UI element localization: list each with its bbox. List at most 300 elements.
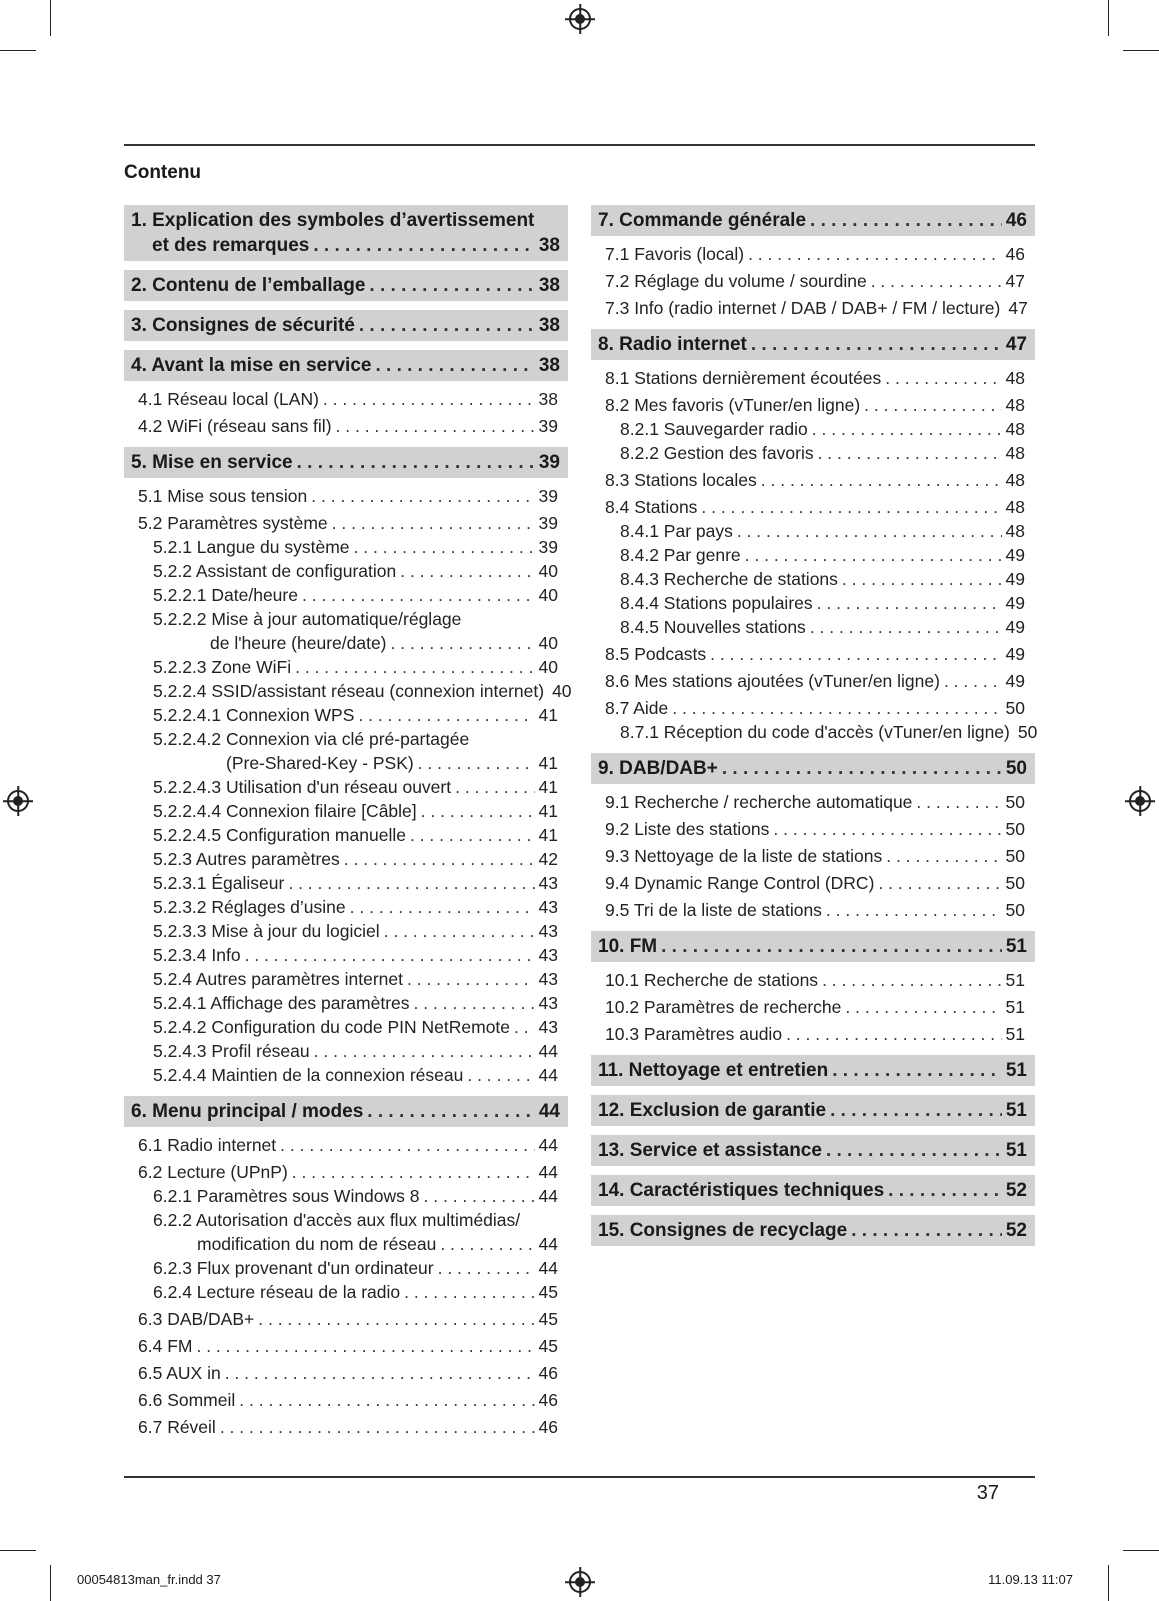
toc-page-number: 45 <box>538 1309 558 1329</box>
toc-entry-row[interactable] <box>153 1280 558 1304</box>
toc-entry-title: 8.2.2 Gestion des favoris <box>620 443 814 463</box>
toc-entry-title: 5.2.2.4.4 Connexion filaire [Câble] <box>153 801 417 821</box>
toc-entry-title: 5.2.2.3 Zone WiFi <box>153 657 292 677</box>
toc-entry[interactable] <box>138 679 572 703</box>
toc-entry[interactable] <box>138 1280 558 1304</box>
toc-entry-row[interactable] <box>138 1133 558 1157</box>
toc-entry-title: 5.2.4.3 Profil réseau <box>153 1041 310 1061</box>
toc-page-number: 51 <box>1005 1140 1027 1161</box>
toc-section-row[interactable] <box>131 1099 560 1124</box>
leader-dots <box>751 332 1002 357</box>
toc-page-number: 38 <box>538 389 558 409</box>
leader-dots <box>455 775 534 799</box>
toc-entry-row[interactable] <box>620 567 1025 591</box>
toc-entry-row[interactable] <box>153 1184 558 1208</box>
leader-dots <box>414 991 535 1015</box>
toc-section-row[interactable] <box>598 1058 1027 1083</box>
toc-entry-row[interactable] <box>138 511 558 535</box>
toc-entry-title: 2. Contenu de l’emballage <box>131 275 366 296</box>
toc-entry-row[interactable] <box>620 417 1025 441</box>
page-title: Contenu <box>124 162 202 183</box>
toc-entry[interactable] <box>605 393 1025 417</box>
toc-entry-title: 6.4 FM <box>138 1336 193 1356</box>
toc-page-number: 43 <box>538 921 558 941</box>
toc-entry[interactable] <box>138 991 558 1015</box>
toc-entry-row[interactable] <box>138 1388 558 1412</box>
toc-entry-row[interactable] <box>153 535 558 559</box>
toc-entry[interactable] <box>605 495 1025 519</box>
leader-dots <box>710 642 1001 666</box>
leader-dots <box>672 696 1001 720</box>
leader-dots <box>354 535 535 559</box>
toc-entry[interactable] <box>138 1256 558 1280</box>
leader-dots <box>812 417 1002 441</box>
crop-mark <box>1123 1550 1159 1551</box>
toc-entry[interactable] <box>138 1039 558 1063</box>
toc-section-header[interactable] <box>591 753 1035 784</box>
toc-entry[interactable] <box>138 1415 558 1439</box>
toc-entry-title: 6.3 DAB/DAB+ <box>138 1309 255 1329</box>
toc-entry[interactable] <box>138 895 558 919</box>
toc-entry-title-line1: 5.2.2.4.2 Connexion via clé pré-partagée <box>153 729 470 749</box>
toc-entry[interactable] <box>605 468 1025 492</box>
toc-entry-title: et des remarques <box>152 235 310 256</box>
leader-dots <box>196 1334 534 1358</box>
toc-section-header[interactable] <box>591 1175 1035 1206</box>
toc-section-row[interactable] <box>598 208 1027 233</box>
toc-entry[interactable] <box>605 669 1025 693</box>
toc-entry[interactable] <box>605 696 1025 720</box>
toc-entry-title: 4.2 WiFi (réseau sans fil) <box>138 416 332 436</box>
toc-entry[interactable] <box>605 519 1025 543</box>
toc-entry-title: 15. Consignes de recyclage <box>598 1220 848 1241</box>
toc-entry-row[interactable] <box>153 1015 558 1039</box>
toc-entry[interactable] <box>138 871 558 895</box>
leader-dots <box>421 799 535 823</box>
toc-entry-row[interactable] <box>605 242 1025 266</box>
toc-entry-row[interactable] <box>605 968 1025 992</box>
toc-entry-row[interactable] <box>138 414 558 438</box>
toc-entry[interactable] <box>605 269 1025 293</box>
toc-page-number: 46 <box>538 1363 558 1383</box>
toc-entry-title: 11. Nettoyage et entretien <box>598 1060 829 1081</box>
toc-section-row[interactable] <box>598 1138 1027 1163</box>
toc-entry[interactable] <box>605 591 1025 615</box>
toc-page-number: 50 <box>1005 758 1027 779</box>
toc-page-number: 43 <box>538 969 558 989</box>
toc-entry-title: 8.7.1 Réception du code d'accès (vTuner/en ligne) <box>620 722 1010 742</box>
toc-entry-row[interactable] <box>605 844 1025 868</box>
toc-entry[interactable] <box>605 720 1038 744</box>
toc-entry-title: 6.6 Sommeil <box>138 1390 236 1410</box>
toc-page-number: 46 <box>538 1417 558 1437</box>
toc-section-row[interactable] <box>598 1218 1027 1243</box>
leader-dots <box>514 1015 535 1039</box>
toc-entry[interactable] <box>138 655 558 679</box>
toc-entry[interactable] <box>138 1388 558 1412</box>
toc-page-number: 43 <box>538 945 558 965</box>
leader-dots <box>817 591 1002 615</box>
toc-entry-title: 10.3 Paramètres audio <box>605 1024 783 1044</box>
toc-entry-row[interactable] <box>153 799 558 823</box>
toc-section-row[interactable] <box>598 756 1027 781</box>
leader-dots <box>888 1178 1002 1203</box>
toc-entry-row[interactable] <box>620 591 1025 615</box>
toc-entry-title: 6. Menu principal / modes <box>131 1101 364 1122</box>
toc-entry[interactable] <box>138 943 558 967</box>
toc-page-number: 49 <box>1005 569 1025 589</box>
toc-entry-row[interactable] <box>153 631 558 655</box>
toc-section-row[interactable] <box>598 1098 1027 1123</box>
toc-section-row[interactable] <box>131 233 560 258</box>
toc-page-number: 39 <box>538 537 558 557</box>
toc-entry[interactable] <box>605 296 1028 320</box>
leader-dots <box>239 1388 534 1412</box>
leader-dots <box>418 751 535 775</box>
toc-entry[interactable] <box>138 775 558 799</box>
toc-entry-row[interactable] <box>605 366 1025 390</box>
toc-entry[interactable] <box>605 417 1025 441</box>
toc-entry[interactable] <box>138 967 558 991</box>
toc-entry[interactable] <box>138 727 558 775</box>
toc-entry-row[interactable] <box>605 393 1025 417</box>
leader-dots <box>245 943 535 967</box>
toc-entry-title: 5.2.3.1 Égaliseur <box>153 873 285 893</box>
toc-page-number: 41 <box>538 753 558 773</box>
toc-entry-title: 7.3 Info (radio internet / DAB / DAB+ / FM / lecture) <box>605 298 1001 318</box>
toc-entry[interactable] <box>605 898 1025 922</box>
leader-dots <box>367 1099 535 1124</box>
leader-dots <box>225 1361 535 1385</box>
toc-page-number: 50 <box>1017 722 1038 742</box>
toc-entry-title: 8.2.1 Sauvegarder radio <box>620 419 808 439</box>
toc-entry-title-line1: 6.2.2 Autorisation d'accès aux flux multimédias/ <box>153 1210 521 1230</box>
toc-page-number: 39 <box>538 486 558 506</box>
leader-dots <box>220 1415 535 1439</box>
toc-entry[interactable] <box>605 615 1025 639</box>
toc-section-row[interactable] <box>598 934 1027 959</box>
toc-page-number: 50 <box>1005 873 1025 893</box>
bottom-rule <box>124 1476 1035 1478</box>
toc-page-number: 41 <box>538 825 558 845</box>
toc-page-number: 43 <box>538 993 558 1013</box>
toc-entry-row[interactable] <box>605 642 1025 666</box>
toc-section-header[interactable] <box>591 1095 1035 1126</box>
toc-entry-row[interactable] <box>153 967 558 991</box>
toc-page-number: 43 <box>538 873 558 893</box>
leader-dots <box>826 898 1002 922</box>
leader-dots <box>822 968 1001 992</box>
toc-page-number: 42 <box>538 849 558 869</box>
toc-entry-row[interactable] <box>153 703 558 727</box>
toc-entry-title: 8.4.3 Recherche de stations <box>620 569 838 589</box>
toc-entry-row[interactable] <box>605 790 1025 814</box>
toc-entry-title-line1: 5.2.2.2 Mise à jour automatique/réglage <box>153 609 462 629</box>
toc-page-number: 49 <box>1005 617 1025 637</box>
toc-entry[interactable] <box>138 703 558 727</box>
toc-page-number: 47 <box>1008 298 1028 318</box>
toc-entry-row[interactable] <box>153 823 558 847</box>
toc-subentries <box>591 360 1038 744</box>
toc-entry[interactable] <box>605 790 1025 814</box>
toc-page-number: 44 <box>538 1041 558 1061</box>
toc-section-header[interactable] <box>124 310 568 341</box>
toc-entry[interactable] <box>138 799 558 823</box>
toc-entry[interactable] <box>138 823 558 847</box>
leader-dots <box>384 919 535 943</box>
leader-dots <box>810 208 1002 233</box>
leader-dots <box>350 895 535 919</box>
leader-dots <box>830 1098 1002 1123</box>
toc-section-header[interactable] <box>591 205 1035 236</box>
leader-dots <box>358 703 534 727</box>
toc-entry-row[interactable] <box>153 655 558 679</box>
leader-dots <box>407 967 535 991</box>
toc-entry[interactable] <box>138 535 558 559</box>
toc-entry-row[interactable] <box>605 269 1025 293</box>
toc-entry-title: 3. Consignes de sécurité <box>131 315 355 336</box>
toc-entry-row[interactable] <box>620 615 1025 639</box>
toc-entry-row[interactable] <box>153 751 558 775</box>
leader-dots <box>745 543 1002 567</box>
leader-dots <box>280 1133 534 1157</box>
toc-entry-row[interactable] <box>153 871 558 895</box>
toc-entry[interactable] <box>138 1208 558 1256</box>
toc-entry-row[interactable] <box>153 895 558 919</box>
toc-entry-row[interactable] <box>153 775 558 799</box>
toc-entry-title: 5. Mise en service <box>131 452 293 473</box>
toc-entry-row[interactable] <box>138 1361 558 1385</box>
toc-entry-row[interactable] <box>153 991 558 1015</box>
crop-mark <box>1123 50 1159 51</box>
toc-entry[interactable] <box>138 1133 558 1157</box>
toc-section-header[interactable] <box>591 1055 1035 1086</box>
toc-entry[interactable] <box>605 242 1025 266</box>
toc-entry-row[interactable] <box>153 1232 558 1256</box>
leader-dots <box>851 1218 1002 1243</box>
toc-entry-row[interactable] <box>138 484 558 508</box>
toc-entry-row[interactable] <box>153 583 558 607</box>
leader-dots <box>818 441 1002 465</box>
toc-entry[interactable] <box>605 543 1025 567</box>
toc-entry-title: 5.2 Paramètres système <box>138 513 328 533</box>
toc-entry-title: 5.2.4.1 Affichage des paramètres <box>153 993 410 1013</box>
toc-entry-title: 5.2.3.3 Mise à jour du logiciel <box>153 921 380 941</box>
toc-page-number: 50 <box>1005 819 1025 839</box>
toc-entry[interactable] <box>605 1022 1025 1046</box>
toc-entry-row[interactable] <box>620 720 1038 744</box>
toc-entry-title: 6.7 Réveil <box>138 1417 216 1437</box>
toc-entry[interactable] <box>138 1184 558 1208</box>
leader-dots <box>737 519 1002 543</box>
toc-entry-title: 5.2.2.4.1 Connexion WPS <box>153 705 355 725</box>
toc-page-number: 44 <box>538 1234 558 1254</box>
toc-entry-row[interactable] <box>153 1039 558 1063</box>
toc-section-header[interactable] <box>591 1215 1035 1246</box>
toc-entry[interactable] <box>605 968 1025 992</box>
file-slug: 00054813man_fr.indd 37 <box>77 1572 221 1587</box>
toc-entry-row[interactable] <box>605 995 1025 1019</box>
toc-entry-row[interactable] <box>153 559 558 583</box>
toc-entry-row[interactable] <box>138 1160 558 1184</box>
toc-entry-title: 6.2.3 Flux provenant d'un ordinateur <box>153 1258 434 1278</box>
toc-page-number: 39 <box>538 513 558 533</box>
toc-page-number: 48 <box>1005 368 1025 388</box>
toc-entry-title: 14. Caractéristiques techniques <box>598 1180 885 1201</box>
toc-page-number: 40 <box>538 561 558 581</box>
toc-section-row[interactable] <box>131 313 560 338</box>
toc-section-row[interactable] <box>131 450 560 475</box>
toc-entry-row[interactable] <box>605 495 1025 519</box>
toc-page-number: 51 <box>1005 997 1025 1017</box>
toc-section-header[interactable] <box>591 931 1035 962</box>
crop-mark <box>0 50 36 51</box>
crop-mark <box>1108 0 1109 36</box>
leader-dots <box>438 1256 535 1280</box>
leader-dots <box>424 1184 535 1208</box>
toc-entry[interactable] <box>138 1307 558 1331</box>
toc-entry[interactable] <box>138 919 558 943</box>
toc-entry-row[interactable] <box>153 919 558 943</box>
toc-entry-row[interactable] <box>605 871 1025 895</box>
toc-section-row[interactable] <box>131 353 560 378</box>
toc-section-header[interactable] <box>124 350 568 381</box>
toc-entry[interactable] <box>605 871 1025 895</box>
toc-entry-row[interactable] <box>153 847 558 871</box>
toc-entry-title: 5.2.2.1 Date/heure <box>153 585 298 605</box>
toc-entry-title: 5.2.2.4 SSID/assistant réseau (connexion internet) <box>153 681 545 701</box>
toc-entry-row[interactable] <box>605 696 1025 720</box>
toc-entry-title: 8.4 Stations <box>605 497 698 517</box>
toc-entry[interactable] <box>138 511 558 535</box>
toc-section-header[interactable] <box>591 329 1035 360</box>
toc-page-number: 46 <box>1005 210 1027 231</box>
toc-entry[interactable] <box>138 1361 558 1385</box>
toc-page-number: 44 <box>538 1258 558 1278</box>
toc-page-number: 51 <box>1005 1024 1025 1044</box>
toc-entry-row[interactable] <box>620 519 1025 543</box>
toc-entry[interactable] <box>138 559 558 583</box>
toc-subentries <box>591 236 1035 320</box>
toc-entry-title: 8.4.5 Nouvelles stations <box>620 617 806 637</box>
toc-entry-title: 7.2 Réglage du volume / sourdine <box>605 271 867 291</box>
toc-entry-row[interactable] <box>620 441 1025 465</box>
toc-entry[interactable] <box>138 607 558 655</box>
toc-section-header[interactable] <box>124 270 568 301</box>
leader-dots <box>845 995 1001 1019</box>
toc-page-number: 47 <box>1005 334 1027 355</box>
toc-entry-title: 9.5 Tri de la liste de stations <box>605 900 822 920</box>
toc-entry-title: 5.2.2.4.3 Utilisation d'un réseau ouvert <box>153 777 452 797</box>
toc-entry-row[interactable] <box>153 679 572 703</box>
toc-page-number: 50 <box>1005 698 1025 718</box>
toc-entry-row[interactable] <box>138 1307 558 1331</box>
toc-page-number: 49 <box>1005 593 1025 613</box>
toc-section-header[interactable] <box>124 447 568 478</box>
toc-entry-row[interactable] <box>153 1256 558 1280</box>
leader-dots <box>786 1022 1001 1046</box>
toc-entry[interactable] <box>605 995 1025 1019</box>
toc-section-header[interactable] <box>124 205 568 261</box>
toc-entry-title: 8.4.2 Par genre <box>620 545 741 565</box>
toc-page-number: 48 <box>1005 419 1025 439</box>
toc-entry[interactable] <box>138 583 558 607</box>
toc-entry-title: de l'heure (heure/date) <box>210 633 387 653</box>
toc-page-number: 48 <box>1005 470 1025 490</box>
toc-entry[interactable] <box>605 567 1025 591</box>
toc-entry[interactable] <box>138 387 558 411</box>
registration-mark-icon <box>569 1571 591 1593</box>
toc-entry-row[interactable] <box>605 468 1025 492</box>
toc-entry-title: 6.2 Lecture (UPnP) <box>138 1162 288 1182</box>
toc-entry[interactable] <box>138 847 558 871</box>
toc-entry-title: 9.3 Nettoyage de la liste de stations <box>605 846 883 866</box>
toc-entry[interactable] <box>138 1015 558 1039</box>
toc-subentries <box>591 784 1035 922</box>
toc-entry-row[interactable] <box>605 817 1025 841</box>
toc-section-header[interactable] <box>591 1135 1035 1166</box>
toc-entry[interactable] <box>138 484 558 508</box>
leader-dots <box>871 269 1002 293</box>
date-slug: 11.09.13 11:07 <box>988 1572 1073 1587</box>
toc-entry-row[interactable] <box>605 898 1025 922</box>
toc-entry-title: 4. Avant la mise en service <box>131 355 372 376</box>
toc-entry[interactable] <box>138 1063 558 1087</box>
toc-entry-row[interactable] <box>138 1334 558 1358</box>
toc-entry-title: 5.2.3.2 Réglages d’usine <box>153 897 346 917</box>
toc-subentries <box>591 962 1035 1046</box>
leader-dots <box>722 756 1002 781</box>
toc-page-number: 51 <box>1005 936 1027 957</box>
toc-entry[interactable] <box>605 366 1025 390</box>
toc-entry[interactable] <box>605 844 1025 868</box>
leader-dots <box>404 1280 534 1304</box>
toc-entry[interactable] <box>605 642 1025 666</box>
leader-dots <box>295 655 534 679</box>
toc-entry-title: 9.4 Dynamic Range Control (DRC) <box>605 873 875 893</box>
toc-page-number: 44 <box>538 1065 558 1085</box>
toc-page-number: 49 <box>1005 545 1025 565</box>
toc-entry[interactable] <box>605 441 1025 465</box>
toc-entry-row[interactable] <box>153 943 558 967</box>
toc-entry-title: 5.2.2 Assistant de configuration <box>153 561 397 581</box>
toc-section-header[interactable] <box>124 1096 568 1127</box>
toc-entry[interactable] <box>605 817 1025 841</box>
toc-entry-row[interactable] <box>138 387 558 411</box>
toc-entry-row[interactable] <box>605 1022 1025 1046</box>
toc-entry[interactable] <box>138 1334 558 1358</box>
toc-page-number: 48 <box>1005 497 1025 517</box>
leader-dots <box>297 450 535 475</box>
toc-entry-row[interactable] <box>153 1063 558 1087</box>
toc-page-number: 44 <box>538 1135 558 1155</box>
toc-section-row[interactable] <box>598 1178 1027 1203</box>
toc-page-number: 50 <box>1005 846 1025 866</box>
toc-entry-row[interactable] <box>605 296 1028 320</box>
crop-mark <box>50 1565 51 1601</box>
toc-entry-title: 10.1 Recherche de stations <box>605 970 819 990</box>
toc-entry-row[interactable] <box>138 1415 558 1439</box>
toc-entry-row[interactable] <box>620 543 1025 567</box>
toc-entry[interactable] <box>138 1160 558 1184</box>
toc-subentries <box>124 381 568 438</box>
toc-page-number: 40 <box>552 681 572 701</box>
toc-entry[interactable] <box>138 414 558 438</box>
toc-section-row[interactable] <box>131 273 560 298</box>
toc-page-number: 39 <box>538 452 560 473</box>
toc-section-row[interactable] <box>598 332 1027 357</box>
toc-entry-row[interactable] <box>605 669 1025 693</box>
